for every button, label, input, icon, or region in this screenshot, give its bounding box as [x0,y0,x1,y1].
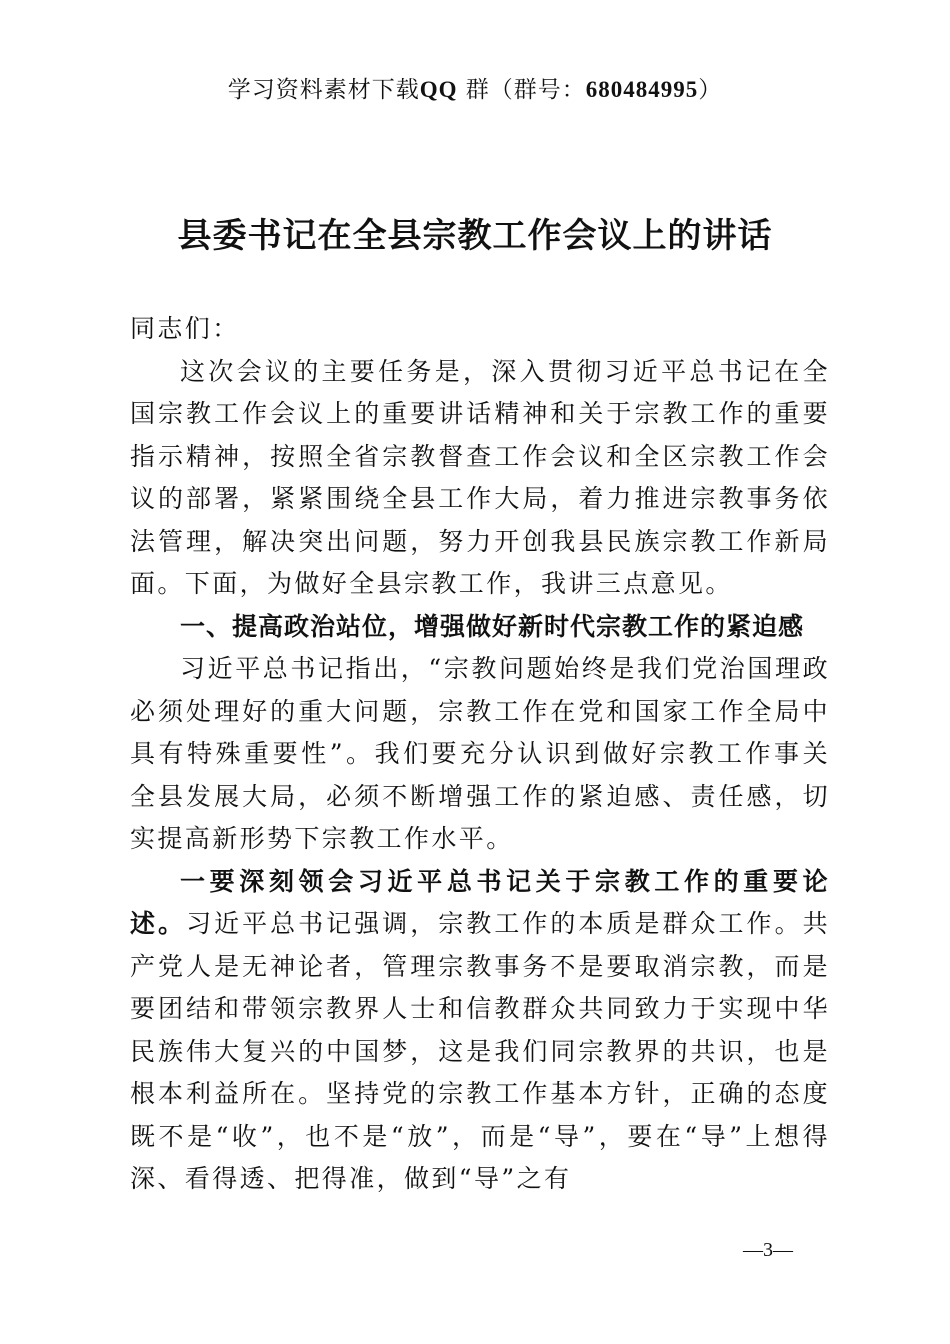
group-label: 群（群号： [457,77,586,103]
salutation: 同志们： [130,314,240,343]
section-one-heading: 一、提高政治站位，增强做好新时代宗教工作的紧迫感 [180,611,805,641]
download-notice [0,74,950,106]
download-notice-suffix: ） [698,77,723,103]
point-one-paragraph [130,861,830,1201]
page-number: —3— [743,1239,793,1261]
intro-paragraph: 这次会议的主要任务是，深入贯彻习近平总书记在全国宗教工作会议上的重要讲话精神和关于宗教工作的重要指示精神，按照全省宗教督查工作会议和全区宗教工作会议的部署，紧紧围绕全县工作大局，着力推进宗教事务依法管理，解决突出问题，努力开创我县民族宗教工作新局面。下面，为做好全县宗教工作，我讲三点意见。 [130,356,830,598]
group-number: 680484995 [585,77,699,102]
qq-label: QQ [419,77,458,102]
point-one-text: 习近平总书记强调，宗教工作的本质是群众工作。共产党人是无神论者，管理宗教事务不是要取消宗教，而是要团结和带领宗教界人士和信教群众共同致力于实现中华民族伟大复兴的中国梦，这是我们同宗教界的共识，也是根本利益所在。坚持党的宗教工作基本方针，正确的态度既不是“收”，也不是“放”，而是“导”，要在“导”上想得深、看得透、把得准，做到“导”之有 [130,909,831,1193]
document-body [130,308,830,1201]
section-one-paragraph: 习近平总书记指出，“宗教问题始终是我们党治国理政必须处理好的重大问题，宗教工作在党和国家工作全局中具有特殊重要性”。我们要充分认识到做好宗教工作事关全县发展大局，必须不断增强工作的紧迫感、责任感，切实提高新形势下宗教工作水平。 [130,654,830,853]
document-title: 县委书记在全县宗教工作会议上的讲话 [177,216,773,256]
point-one-lead: 一要深刻领会习近平总书记关于宗教工作的重要论述。 [130,866,830,938]
download-notice-prefix: 学习资料素材下载 [227,77,420,103]
